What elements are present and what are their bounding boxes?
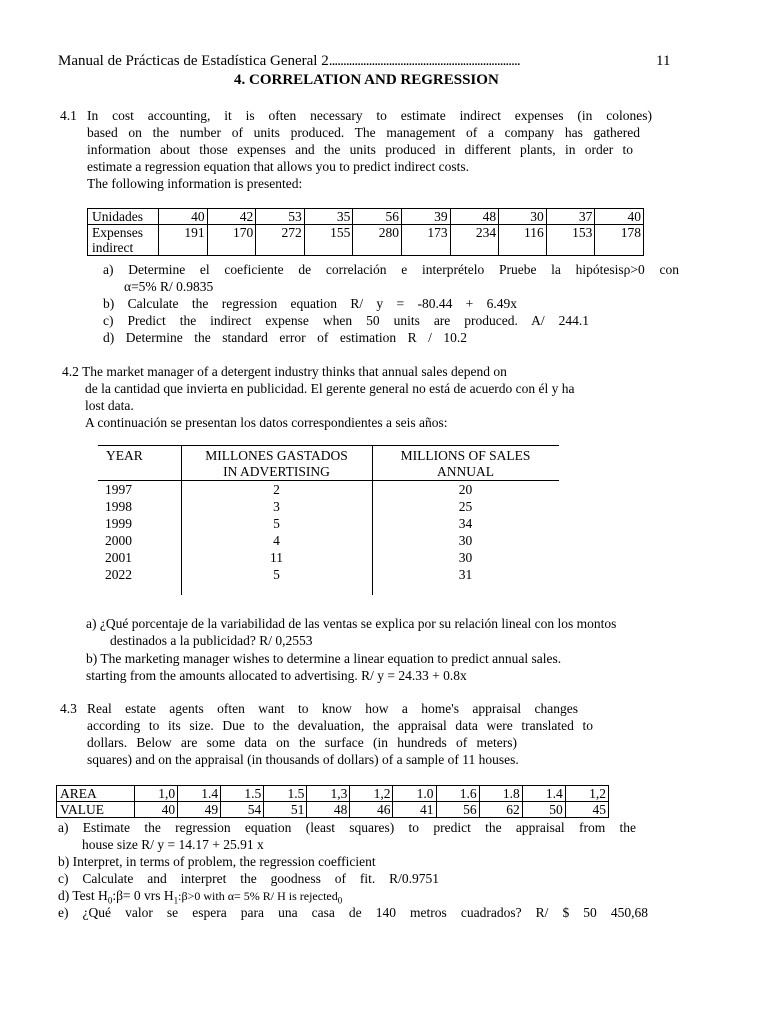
table-row (57, 786, 609, 802)
table-header-rule (98, 480, 559, 481)
table-cell: 31 (458, 567, 473, 582)
table-cell: 56 (353, 209, 402, 225)
ex43-question-a-1: a) Estimate the regression equation (least squares) to predict the appraisal from the (58, 820, 636, 835)
table-cell: 1.8 (479, 786, 522, 802)
table-cell: 155 (304, 225, 353, 256)
ex43-question-a-2: house size R/ y = 14.17 + 25.91 x (82, 837, 264, 852)
table-cell: 11 (270, 550, 283, 565)
ex43-question-e: e) ¿Qué valor se espera para una casa de 140 metros cuadrados? R/ $ 50 450,68 (58, 905, 648, 920)
table-cell: 62 (479, 802, 522, 818)
ex43-question-d-sub: 0 (337, 895, 343, 906)
table-row (88, 209, 644, 225)
table-cell: 1.0 (393, 786, 436, 802)
table-cell: 35 (304, 209, 353, 225)
table-cell: 178 (595, 225, 644, 256)
ex43-area-label: AREA (57, 786, 135, 802)
ex42-line-3: lost data. (85, 398, 134, 413)
table-cell: 5 (273, 567, 280, 582)
ex42-col-spent-b: IN ADVERTISING (223, 464, 330, 479)
ex42-col-sales-a: MILLIONS OF SALES (400, 448, 531, 463)
ex43-question-d-part: :β= 0 vrs H (112, 888, 174, 903)
header-dots: ................................................................... (328, 53, 520, 69)
table-cell: 39 (401, 209, 450, 225)
table-cell: 54 (221, 802, 264, 818)
table-top-rule (98, 445, 559, 446)
table-cell: 1.6 (436, 786, 479, 802)
table-cell: 25 (458, 499, 473, 514)
chapter-title: 4. CORRELATION AND REGRESSION (234, 72, 499, 88)
table-cell: 51 (264, 802, 307, 818)
ex41-question-b: b) Calculate the regression equation R/ y = -80.44 + 6.49x (103, 296, 517, 311)
table-cell: 173 (401, 225, 450, 256)
table-cell: 170 (207, 225, 256, 256)
ex43-value-label: VALUE (57, 802, 135, 818)
ex41-line-1: In cost accounting, it is often necessary to estimate indirect expenses (in colones) (87, 108, 652, 123)
table-cell: 41 (393, 802, 436, 818)
table-row (57, 802, 609, 818)
table-cell: 1.5 (221, 786, 264, 802)
table-cell: 1,3 (307, 786, 350, 802)
ex42-question-a-1: a) ¿Qué porcentaje de la variabilidad de las ventas se explica por su relación lineal con los montos (86, 616, 617, 631)
table-cell: 49 (178, 802, 221, 818)
table-cell: 48 (307, 802, 350, 818)
ex43-question-d-part: d) Test H (58, 888, 108, 903)
table-cell: 280 (353, 225, 402, 256)
ex42-line-2: de la cantidad que invierta en publicidad. El gerente general no está de acuerdo con él y ha (85, 381, 575, 396)
table-cell: 234 (450, 225, 499, 256)
table-row (88, 225, 644, 256)
ex41-expenses-label (88, 225, 159, 256)
ex42-question-b-1: b) The marketing manager wishes to determine a linear equation to predict annual sales. (86, 651, 562, 666)
ex43-line-1: Real estate agents often want to know how a home's appraisal changes (87, 701, 578, 716)
ex42-line-4: A continuación se presentan los datos correspondientes a seis años: (85, 415, 448, 430)
ex41-expenses-label-a: Expenses (92, 225, 143, 240)
ex43-question-d-sub: 0 (107, 895, 113, 906)
ex41-question-c: c) Predict the indirect expense when 50 units are produced. A/ 244.1 (103, 313, 589, 328)
table-cell: 1.4 (522, 786, 565, 802)
table-cell: 30 (458, 550, 473, 565)
ex42-question-b-2: starting from the amounts allocated to advertising. R/ y = 24.33 + 0.8x (86, 668, 467, 683)
table-cell: 116 (499, 225, 547, 256)
ex41-question-a-1: a) Determine el coeficiente de correlación e interprételo Pruebe la hipótesisρ>0 con (103, 262, 679, 277)
ex43-question-d-sub: 1 (173, 895, 179, 906)
table-cell: 2022 (105, 567, 132, 582)
table-cell: 191 (159, 225, 208, 256)
manual-title: Manual de Prácticas de Estadística General 2 (58, 53, 329, 69)
ex42-col-year: YEAR (106, 448, 143, 463)
page-header (58, 53, 520, 69)
ex42-col-spent-a: MILLONES GASTADOS (205, 448, 348, 463)
ex42-question-a-2: destinados a la publicidad? R/ 0,2553 (110, 633, 313, 648)
ex43-question-b: b) Interpret, in terms of problem, the regression coefficient (58, 854, 376, 869)
ex43-line-4: squares) and on the appraisal (in thousands of dollars) of a sample of 11 houses. (87, 752, 519, 767)
table-cell: 42 (207, 209, 256, 225)
ex41-line-2: based on the number of units produced. The management of a company has gathered (87, 125, 640, 140)
ex43-line-3: dollars. Below are some data on the surface (in hundreds of meters) (87, 735, 517, 750)
ex41-question-d: d) Determine the standard error of estimation R / 10.2 (103, 330, 467, 345)
ex41-number: 4.1 (60, 108, 77, 123)
table-cell: 1998 (105, 499, 132, 514)
page-number: 11 (656, 53, 671, 69)
table-cell: 30 (458, 533, 473, 548)
table-cell: 2001 (105, 550, 132, 565)
ex41-line-5: The following information is presented: (87, 176, 303, 191)
ex41-line-3: information about those expenses and the units produced in different plants, in order to (87, 142, 633, 157)
table-cell: 4 (273, 533, 280, 548)
table-cell: 30 (499, 209, 547, 225)
ex43-number: 4.3 (60, 701, 77, 716)
ex41-data-table (87, 208, 644, 256)
table-cell: 153 (546, 225, 595, 256)
table-cell: 40 (159, 209, 208, 225)
table-cell: 2 (273, 482, 280, 497)
table-cell: 56 (436, 802, 479, 818)
table-cell: 1,2 (565, 786, 608, 802)
table-cell: 20 (458, 482, 473, 497)
ex41-line-4: estimate a regression equation that allows you to predict indirect costs. (87, 159, 470, 174)
table-cell: 46 (350, 802, 393, 818)
table-cell: 40 (595, 209, 644, 225)
table-cell: 1,2 (350, 786, 393, 802)
ex43-question-d-part: :β>0 with α= 5% R/ H is rejected (178, 889, 338, 903)
table-cell: 5 (273, 516, 280, 531)
table-cell: 1999 (105, 516, 132, 531)
table-cell: 53 (256, 209, 305, 225)
ex43-question-c: c) Calculate and interpret the goodness of fit. R/0.9751 (58, 871, 439, 886)
table-cell: 272 (256, 225, 305, 256)
ex41-expenses-label-b: indirect (92, 240, 134, 255)
ex41-units-label: Unidades (88, 209, 159, 225)
table-cell: 50 (522, 802, 565, 818)
table-cell: 1997 (105, 482, 132, 497)
table-cell: 40 (135, 802, 178, 818)
ex42-line-1: 4.2 The market manager of a detergent industry thinks that annual sales depend on (62, 364, 507, 379)
table-cell: 34 (458, 516, 473, 531)
table-cell: 1.4 (178, 786, 221, 802)
table-cell: 48 (450, 209, 499, 225)
ex42-col-sales-b: ANNUAL (437, 464, 494, 479)
table-cell: 1.5 (264, 786, 307, 802)
table-cell: 45 (565, 802, 608, 818)
ex41-question-a-2: α=5% R/ 0.9835 (124, 279, 214, 294)
ex43-line-2: according to its size. Due to the devaluation, the appraisal data were translated to (87, 718, 593, 733)
ex43-data-table (56, 785, 609, 818)
table-cell: 37 (546, 209, 595, 225)
ex42-data-table (98, 445, 559, 595)
table-cell: 2000 (105, 533, 132, 548)
table-cell: 3 (273, 499, 280, 514)
table-cell: 1,0 (135, 786, 178, 802)
